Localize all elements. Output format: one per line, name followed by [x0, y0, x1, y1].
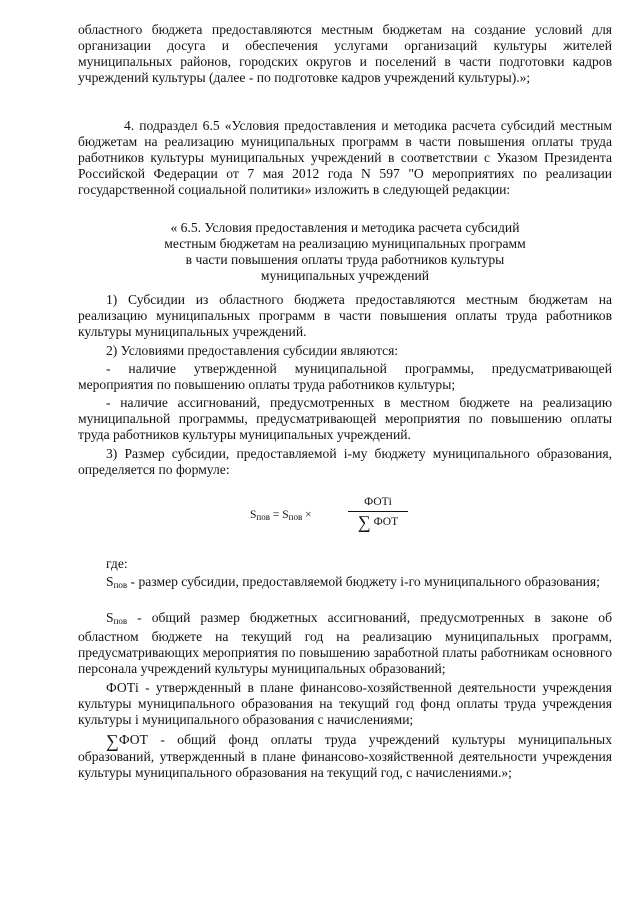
section-heading-line: в части повышения оплаты труда работников культуры [185, 252, 505, 267]
sigma-symbol: ∑ [357, 512, 371, 532]
paragraph-clause-3: 3) Размер субсидии, предоставляемой i-му бюджету муниципального образования, определяется по формуле: [78, 446, 612, 477]
formula-numerator: ФОТi [348, 494, 408, 512]
section-heading [78, 220, 612, 284]
paragraph-clause-1: 1) Субсидии из областного бюджета предоставляются местным бюджетам на реализацию муниципальных программ в части повышения оплаты труда работников культуры муниципальных учреждений. [78, 292, 612, 339]
section-heading-line: « 6.5. Условия предоставления и методика расчета субсидий [170, 220, 520, 235]
paragraph-continuation: областного бюджета предоставляются местным бюджетам на создание условий для организации досуга и обеспечения услугами организаций культуры жителей муниципальных районов, городских округов и поселений в части подготовки кадров учреждений культуры (далее - по подготовке кадров учреждений культуры).»; [78, 22, 612, 85]
definition-sum-fot: ∑ФОТ - общий фонд оплаты труда учреждений культуры муниципальных образований, утвержденный в плане финансово-хозяйственной деятельности учреждения культуры муниципального образования на текущий год, с начислениями.»; [78, 731, 612, 780]
definition-s-pov-i: Sпов - размер субсидии, предоставляемой бюджету i-го муниципального образования; [106, 574, 600, 590]
paragraph-clause-2: 2) Условиями предоставления субсидии являются: [106, 343, 399, 358]
section-heading-line: местным бюджетам на реализацию муниципальных программ [164, 236, 526, 251]
definition-fot-i: ФОТi - утвержденный в плане финансово-хозяйственной деятельности учреждения культуры муниципального образования на текущий год фонд оплаты труда учреждения культуры i муниципального образования с начислениями; [78, 680, 612, 727]
formula-denominator: ∑ ФОТ [357, 512, 399, 532]
definition-s-pov: Sпов - общий размер бюджетных ассигнований, предусмотренных в законе об областном бюджете на текущий год на реализацию муниципальных программ, предусматривающих мероприятия по повышению заработной платы работникам основного персонала учреждений культуры муниципальных образований; [78, 610, 612, 676]
formula-fraction [348, 494, 408, 530]
section-heading-line: муниципальных учреждений [260, 268, 430, 283]
paragraph-condition-2: - наличие ассигнований, предусмотренных в местном бюджете на реализацию муниципальной программы, предусматривающей мероприятия по повышению оплаты труда работников культуры муниципальных учреждений. [78, 395, 612, 442]
paragraph-item-4: 4. подраздел 6.5 «Условия предоставления и методика расчета субсидий местным бюджетам на реализацию муниципальных программ в части повышения оплаты труда работников культуры муниципальных учреждений в соответствии с Указом Президента Российской Федерации от 7 мая 2012 года N 597 "О мероприятиях по реализации государственной социальной политики» изложить в следующей редакции: [78, 118, 612, 197]
formula-left-side: Sпов = Sпов × [250, 509, 312, 522]
where-label: где: [106, 556, 128, 571]
paragraph-condition-1: - наличие утвержденной муниципальной программы, предусматривающей мероприятия по повышению оплаты труда работников культуры; [78, 361, 612, 392]
subsidy-formula [250, 494, 450, 534]
